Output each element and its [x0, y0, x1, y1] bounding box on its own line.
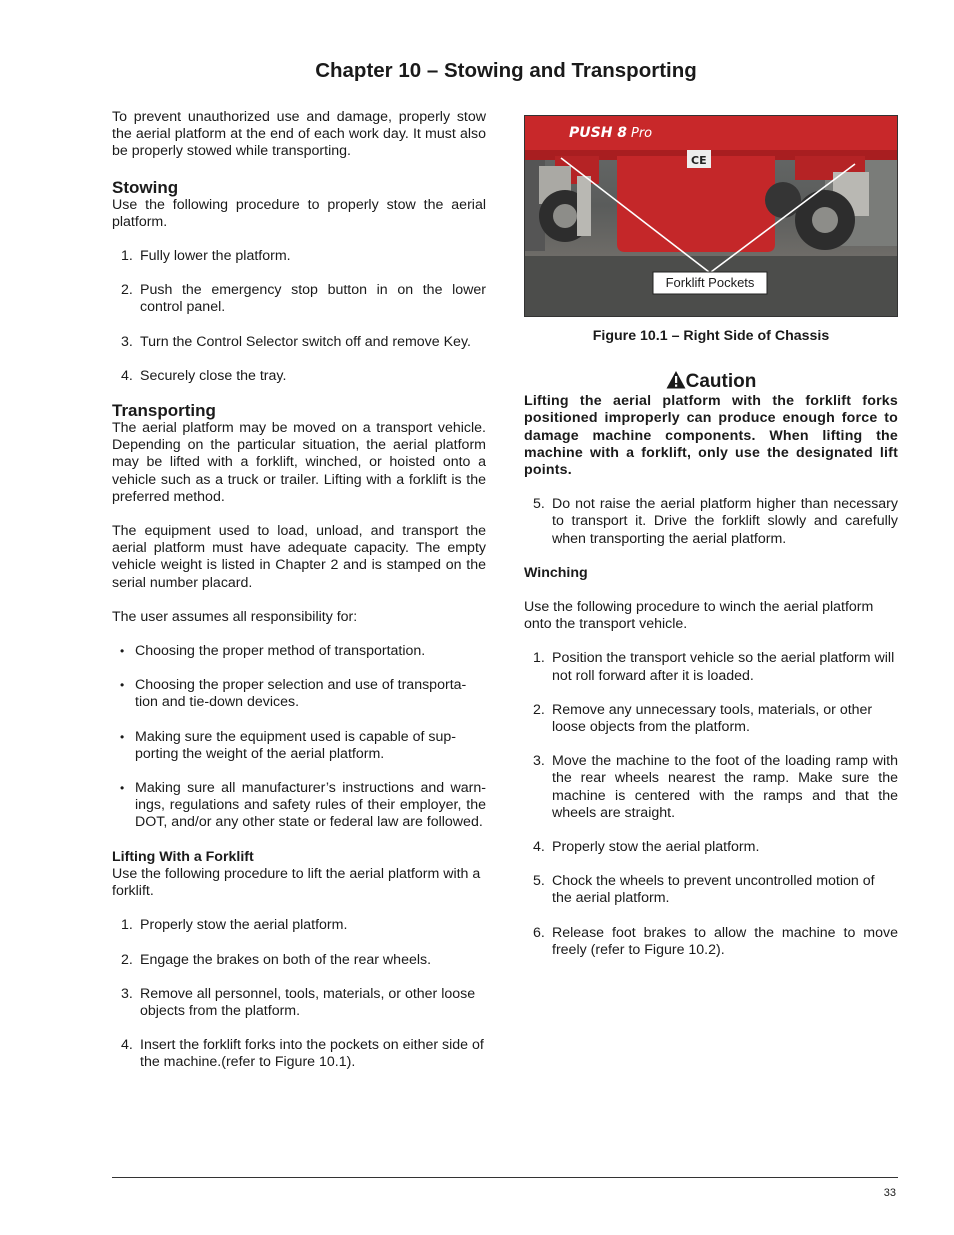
- step-number: 1.: [121, 248, 133, 265]
- chassis-photo: [524, 115, 898, 317]
- responsibility-list: [112, 643, 486, 832]
- step-text: Release foot brakes to allow the machine to move freely (refer to Figure 10.2).: [552, 924, 898, 958]
- bullet-text: Making sure the equipment used is capable of sup-porting the weight of the aerial platform.: [135, 728, 456, 762]
- figure-caption: Figure 10.1 – Right Side of Chassis: [592, 328, 830, 344]
- left-column: [112, 109, 486, 1072]
- list-item: [112, 334, 486, 351]
- list-item: [524, 753, 898, 822]
- step-number: 2.: [121, 951, 133, 968]
- brand-suffix: Pro: [631, 126, 653, 141]
- list-item: [524, 650, 898, 684]
- right-column: [524, 112, 898, 959]
- winching-intro: Use the following procedure to winch the aerial platform onto the transport vehicle.: [524, 599, 874, 633]
- step-number: 4.: [121, 1037, 133, 1054]
- list-item: • Choosing the proper selection and use of transporta-tion and tie-down devices.: [120, 677, 467, 711]
- step-number: 4.: [121, 367, 133, 384]
- callout-label: Forklift Pockets: [665, 275, 755, 290]
- step-number: 1.: [533, 650, 545, 667]
- bullet-text: Choosing the proper method of transportation.: [135, 643, 426, 660]
- forklift-intro: Use the following procedure to lift the aerial platform with a forklift.: [112, 865, 481, 900]
- step-text: Securely close the tray.: [140, 367, 287, 384]
- transporting-paragraph-1: The aerial platform may be moved on a transport vehicle. Depending on the particular situation, the aerial platform may be lifted with a forklift, winched, or hoisted onto a vehicle such as a truck or trailer. Lifting with a forklift is the preferred method.: [112, 420, 486, 505]
- caution-heading: [524, 370, 898, 393]
- page-title: Chapter 10 – Stowing and Transporting: [315, 59, 697, 82]
- winching-steps: [524, 650, 898, 959]
- stowing-heading: Stowing: [112, 177, 179, 197]
- step-number: 5.: [533, 496, 545, 513]
- list-item: • Making sure the equipment used is capable of sup-porting the weight of the aerial platform.: [120, 728, 456, 762]
- bullet-text: Choosing the proper selection and use of transporta-tion and tie-down devices.: [135, 677, 467, 711]
- step-text: Fully lower the platform.: [140, 248, 291, 265]
- brand-label: PUSH 8: [569, 125, 628, 141]
- list-item: • Making sure all manufacturer’s instructions and warn-ings, regulations and safety rules of their employer, the DOT, and/or any other state or federal law are followed.: [120, 780, 486, 831]
- step-number: 3.: [121, 985, 133, 1002]
- list-item: [112, 282, 486, 316]
- transporting-heading: Transporting: [112, 401, 216, 421]
- step-text: Chock the wheels to prevent uncontrolled motion of the aerial platform.: [552, 873, 875, 907]
- list-item: [524, 873, 898, 907]
- step-text: Push the emergency stop button in on the lower control panel.: [140, 282, 486, 316]
- forklift-steps-continued: [524, 496, 898, 548]
- step-text: Properly stow the aerial platform.: [552, 839, 760, 856]
- list-item: [112, 1037, 486, 1071]
- list-item: [112, 368, 486, 385]
- footer-rule: [112, 1177, 898, 1178]
- list-item: [524, 496, 898, 548]
- transporting-paragraph-2: The equipment used to load, unload, and transport the aerial platform must have adequate capacity. The empty vehicle weight is listed in Chapter 2 and is stamped on the serial number placard.: [112, 523, 486, 591]
- winching-heading: Winching: [524, 564, 588, 581]
- ce-mark: CE: [691, 154, 707, 167]
- step-number: 4.: [533, 839, 545, 856]
- list-item: [112, 986, 486, 1020]
- step-number: 2.: [121, 282, 133, 299]
- chassis-box: [617, 156, 775, 252]
- list-item: [112, 952, 486, 969]
- list-item: [524, 839, 898, 856]
- transporting-paragraph-3: The user assumes all responsibility for:: [112, 608, 358, 625]
- chassis-illustration: [525, 116, 897, 316]
- list-item: [112, 248, 486, 265]
- step-number: 6.: [533, 924, 545, 941]
- stowing-steps: [112, 248, 486, 385]
- step-text: Do not raise the aerial platform higher than necessary to transport it. Drive the forklift slowly and carefully when transporting the aerial platform.: [552, 496, 898, 547]
- bullet-text: Making sure all manufacturer’s instructions and warn-ings, regulations and safety rules of their employer, the DOT, and/or any other state or federal law are followed.: [135, 780, 486, 831]
- step-number: 1.: [121, 917, 133, 934]
- intro-paragraph: To prevent unauthorized use and damage, properly stow the aerial platform at the end of each work day. It must also be properly stowed while transporting.: [112, 109, 486, 160]
- warning-triangle-icon: [666, 370, 686, 389]
- step-text: Insert the forklift forks into the pockets on either side of the machine.(refer to Figure 10.1).: [140, 1037, 484, 1071]
- step-text: Turn the Control Selector switch off and remove Key.: [140, 333, 471, 350]
- step-text: Properly stow the aerial platform.: [140, 917, 348, 934]
- stowing-intro: Use the following procedure to properly stow the aerial platform.: [112, 196, 486, 230]
- step-number: 5.: [533, 873, 545, 890]
- list-item: [524, 702, 898, 736]
- step-text: Remove all personnel, tools, materials, or other loose objects from the platform.: [140, 985, 476, 1019]
- list-item: • Choosing the proper method of transportation.: [120, 643, 426, 660]
- list-item: [112, 917, 486, 934]
- page-number: 33: [883, 1187, 896, 1199]
- step-text: Position the transport vehicle so the aerial platform will not roll forward after it is loaded.: [552, 650, 895, 684]
- step-number: 3.: [533, 753, 545, 770]
- step-text: Move the machine to the foot of the loading ramp with the rear wheels nearest the ramp. Make sure the machine is centered with the ramps and that the wheels are straight.: [552, 753, 898, 821]
- step-number: 3.: [121, 333, 133, 350]
- list-item: [524, 925, 898, 959]
- step-text: Engage the brakes on both of the rear wheels.: [140, 951, 432, 968]
- step-number: 2.: [533, 701, 545, 718]
- forklift-heading: Lifting With a Forklift: [112, 848, 254, 865]
- step-text: Remove any unnecessary tools, materials, or other loose objects from the platform.: [552, 701, 873, 736]
- caution-title: Caution: [685, 371, 757, 393]
- forklift-steps: [112, 917, 486, 1071]
- caution-text: Lifting the aerial platform with the forklift forks positioned improperly can produce enough force to damage machine components. When lifting the machine with a forklift, only use the designated lift points.: [524, 393, 898, 479]
